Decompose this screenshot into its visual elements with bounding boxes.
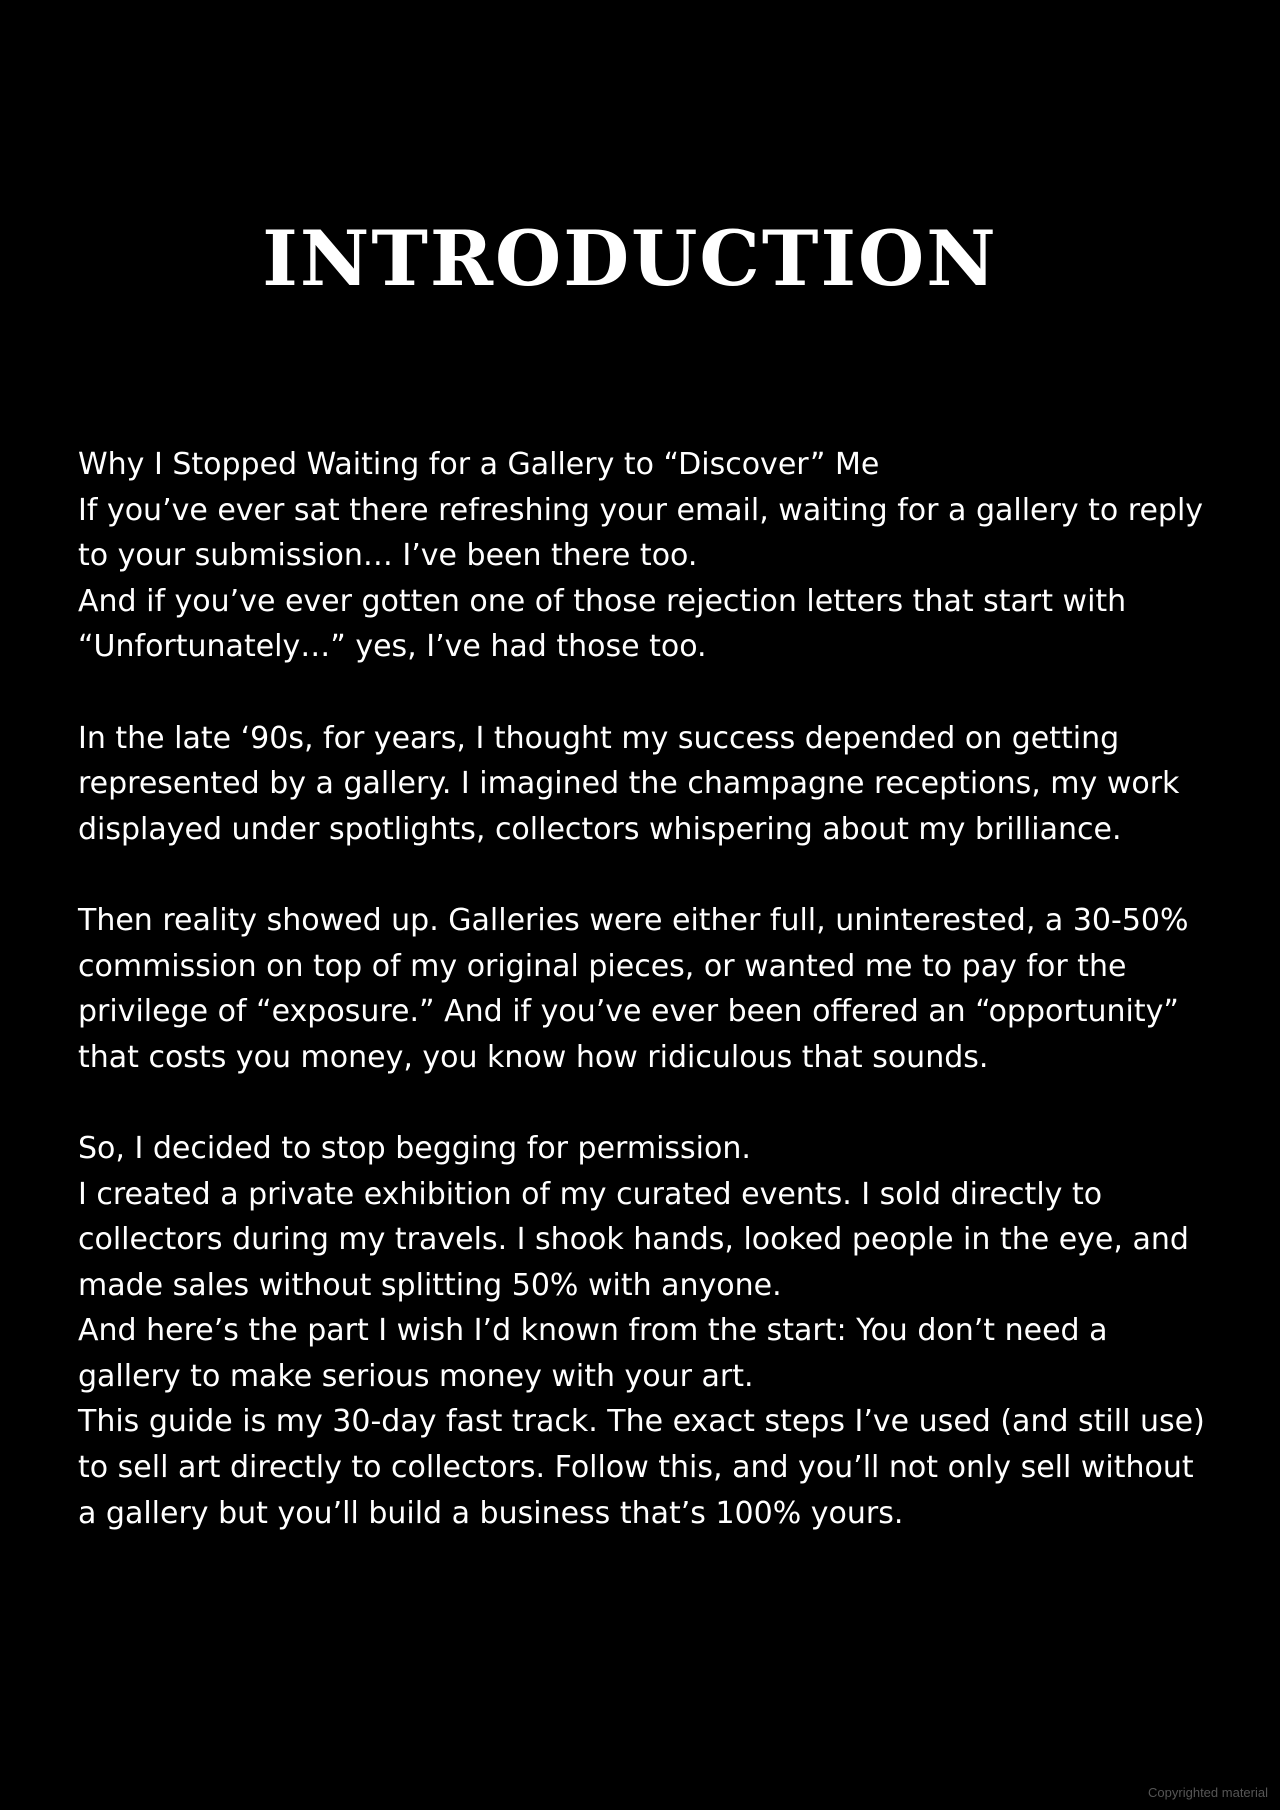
copyright-footer: Copyrighted material — [1148, 1785, 1268, 1800]
paragraph: I created a private exhibition of my curated events. I sold directly to collectors during my travels. I shook hands, looked people in the eye, and made sales without splitting 50% with anyone. — [78, 1176, 1189, 1303]
paragraph-gap — [78, 852, 1218, 898]
paragraph: In the late ‘90s, for years, I thought my success depended on getting represented by a gallery. I imagined the champagne receptions, my work displayed under spotlights, collectors whispering about my brilliance. — [78, 720, 1180, 847]
paragraph-gap — [78, 1080, 1218, 1126]
paragraph-gap — [78, 670, 1218, 716]
paragraph: This guide is my 30-day fast track. The exact steps I’ve used (and still use) to sell art directly to collectors. Follow this, and you’ll not only sell without a gallery but you’ll build a business that’s 100% yours. — [78, 1404, 1205, 1531]
paragraph: And if you’ve ever gotten one of those rejection letters that start with “Unfortunately…” yes, I’ve had those too. — [78, 583, 1127, 665]
page-title: INTRODUCTION — [262, 214, 998, 303]
paragraph: Then reality showed up. Galleries were either full, uninterested, a 30-50% commission on top of my original pieces, or wanted me to pay for the privilege of “exposure.” And if you’ve ever been offered an “opportunity” that costs you money, you know how ridiculous that sounds. — [78, 902, 1189, 1075]
body-text — [78, 442, 1218, 1536]
paragraph: So, I decided to stop begging for permission. — [78, 1130, 751, 1166]
paragraph: And here’s the part I wish I’d known from the start: You don’t need a gallery to make serious money with your art. — [78, 1313, 1108, 1394]
section-subtitle: Why I Stopped Waiting for a Gallery to “Discover” Me — [78, 447, 880, 482]
paragraph: If you’ve ever sat there refreshing your email, waiting for a gallery to reply to your submission… I’ve been there too. — [78, 492, 1204, 574]
